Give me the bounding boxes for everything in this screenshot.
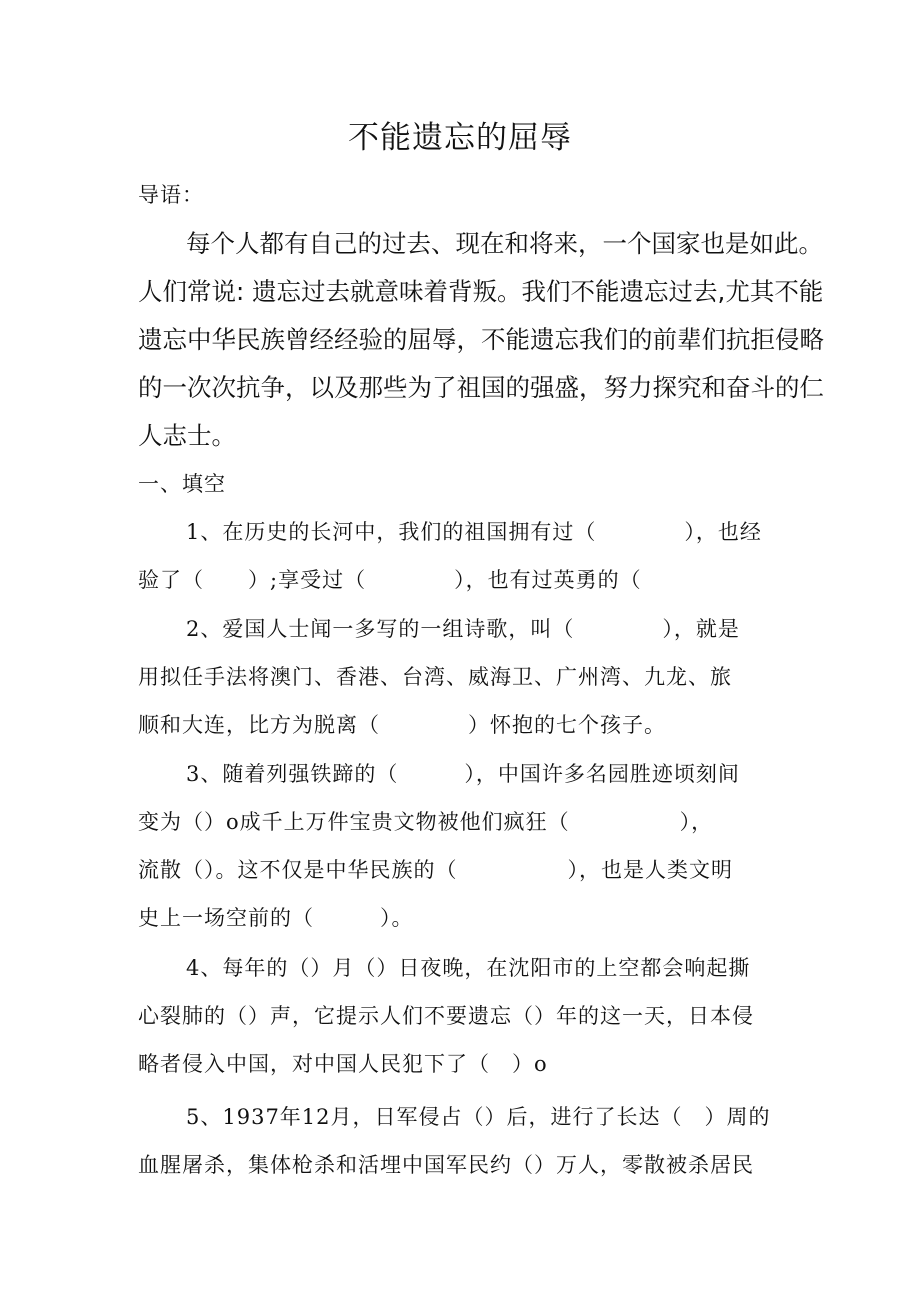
intro-line: 人们常说: 遗忘过去就意味着背叛。我们不能遗忘过去,尤其不能 bbox=[138, 277, 824, 306]
page-title: 不能遗忘的屈辱 bbox=[348, 120, 572, 156]
question-line: 略者侵入中国，对中国人民犯下了（ ）o bbox=[138, 1052, 548, 1076]
intro-line: 遗忘中华民族曾经经验的屈辱，不能遗忘我们的前辈们抗拒侵略 bbox=[138, 325, 824, 354]
question-line: 1、在历史的长河中，我们的祖国拥有过（ ），也经 bbox=[186, 520, 762, 544]
question-line: 流散（）。这不仅是中华民族的（ ），也是人类文明 bbox=[138, 858, 733, 882]
guide-label: 导语： bbox=[138, 183, 204, 207]
question-line: 血腥屠杀，集体枪杀和活埋中国军民约（）万人，零散被杀居民 bbox=[138, 1153, 754, 1177]
question-line: 顺和大连，比方为脱离（ ）怀抱的七个孩子。 bbox=[138, 713, 666, 737]
question-line: 心裂肺的（）声，它提示人们不要遗忘（）年的这一天，日本侵 bbox=[138, 1004, 754, 1028]
question-line: 5、1937年12月，日军侵占（）后，进行了长达（ ）周的 bbox=[186, 1105, 771, 1129]
intro-line: 的一次次抗争，以及那些为了祖国的强盛，努力探究和奋斗的仁 bbox=[138, 373, 824, 402]
question-line: 3、随着列强铁蹄的（ ），中国许多名园胜迹顷刻间 bbox=[186, 762, 740, 786]
question-line: 史上一场空前的（ ）。 bbox=[138, 906, 414, 930]
question-line: 用拟任手法将澳门、香港、台湾、威海卫、广州湾、九龙、旅 bbox=[138, 665, 732, 689]
question-line: 验了（ ）;享受过（ ），也有过英勇的（ bbox=[138, 568, 642, 592]
question-line: 2、爱国人士闻一多写的一组诗歌，叫（ ），就是 bbox=[186, 617, 740, 641]
section-heading: 一、填空 bbox=[138, 472, 226, 496]
question-line: 4、每年的（）月（）日夜晚，在沈阳市的上空都会响起撕 bbox=[186, 956, 751, 980]
intro-line: 每个人都有自己的过去、现在和将来，一个国家也是如此。 bbox=[186, 229, 823, 258]
question-line: 变为（）o成千上万件宝贵文物被他们疯狂（ ）， bbox=[138, 810, 714, 834]
intro-line: 人志士。 bbox=[138, 421, 236, 450]
